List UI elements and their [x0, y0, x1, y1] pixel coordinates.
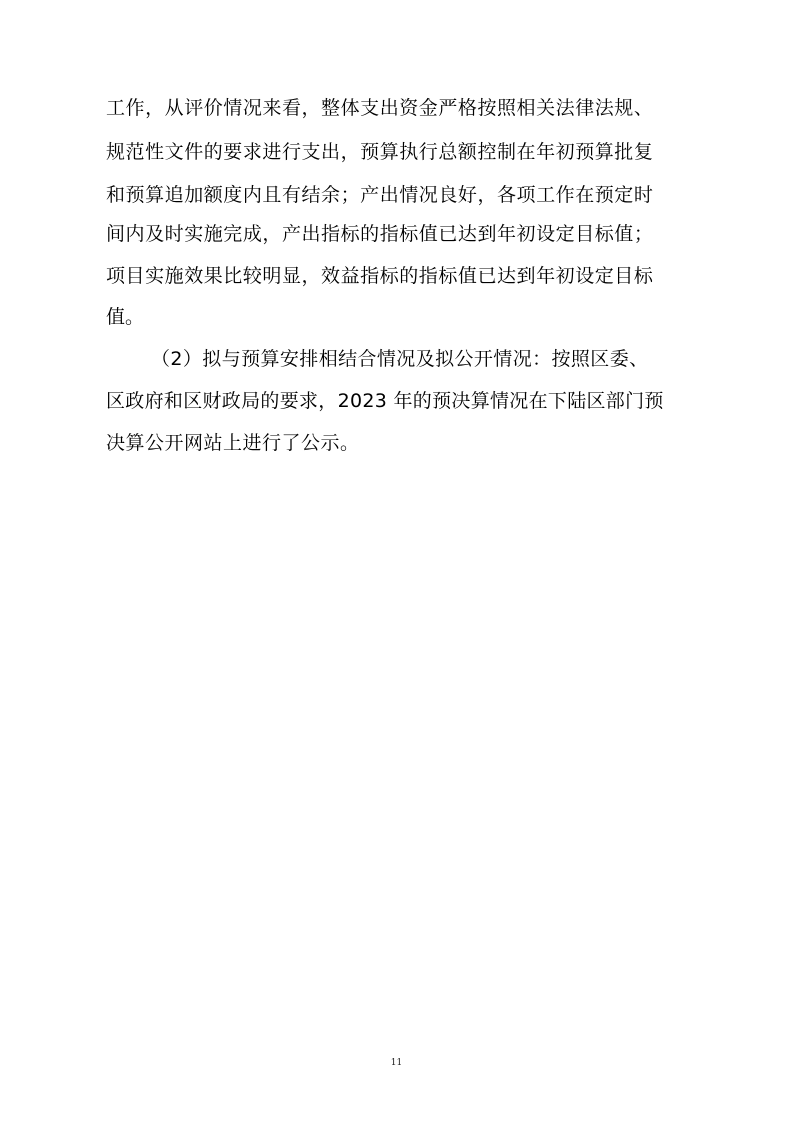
page-number: 11 [390, 1058, 403, 1068]
body-text-line: 区政府和区财政局的要求，2023 年的预决算情况在下陆区部门预 [106, 390, 664, 412]
body-text-line: 规范性文件的要求进行支出，预算执行总额控制在年初预算批复 [106, 141, 654, 163]
body-text-line: 间内及时实施完成，产出指标的指标值已达到年初设定目标值； [106, 223, 654, 245]
body-text-line: 和预算追加额度内且有结余；产出情况良好，各项工作在预定时 [106, 184, 654, 206]
body-text-line: 决算公开网站上进行了公示。 [106, 432, 360, 454]
body-text-line: （2）拟与预算安排相结合情况及拟公开情况：按照区委、 [151, 348, 649, 370]
body-text-line: 工作，从评价情况来看，整体支出资金严格按照相关法律法规、 [106, 97, 654, 119]
body-text-line: 项目实施效果比较明显，效益指标的指标值已达到年初设定目标 [106, 265, 654, 287]
body-text-line: 值。 [106, 306, 145, 328]
